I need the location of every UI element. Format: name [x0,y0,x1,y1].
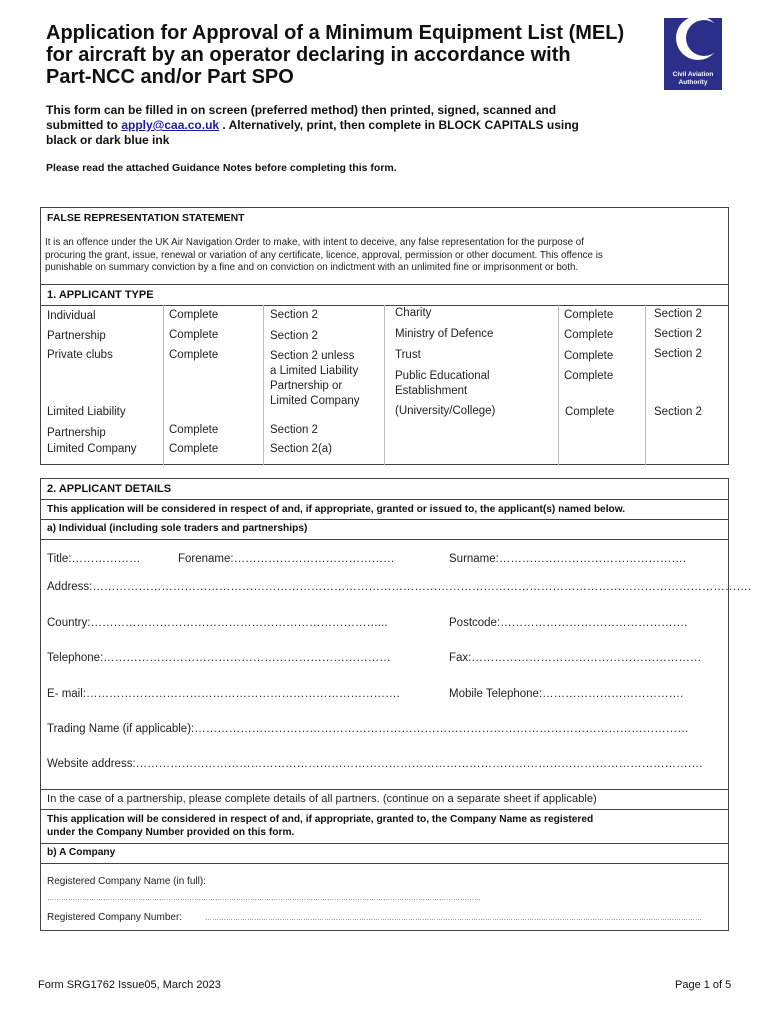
false-rep-text [45,237,603,275]
registered-company-name-field[interactable]: …………………………………………………………………………………………………………………………………………………………………… [47,895,481,902]
intro-line-2 [46,118,579,133]
intro-line-1: This form can be filled in on screen (preferred method) then printed, signed, scanned and [46,103,557,117]
s1-divider [645,305,646,465]
section-private-clubs-line: Limited Company [270,395,360,407]
type-charity: Charity [395,307,432,319]
address-field[interactable]: Address:………………………………………………………………………………………………………………………………………………………. [47,581,752,593]
apply-email-link[interactable]: apply@caa.co.uk [121,118,220,132]
row-divider [41,789,728,790]
row-divider [41,519,728,520]
section-private-clubs-line: Section 2 unless [270,350,355,362]
false-rep-line-2: procuring the grant, issue, renewal or variation of any certificate, licence, approval, permission or other document. This offence is [45,249,603,261]
action-llp: Complete [169,424,219,436]
action-mod: Complete [564,329,614,341]
company-consider-statement [47,813,593,839]
action-limited-company: Complete [169,443,219,455]
s1-divider [558,305,559,465]
website-field[interactable]: Website address:…………………………………………………………………………………………………………………………………. [47,758,703,770]
action-charity: Complete [564,309,614,321]
registered-company-number-label: Registered Company Number: [47,912,183,923]
section-1-heading: 1. APPLICANT TYPE [41,285,728,306]
action-university: Complete [565,406,615,418]
s1-divider [263,305,264,465]
trading-name-field[interactable]: Trading Name (if applicable):………………………………………………………………………………………………………………… [47,723,689,735]
row-divider [41,843,728,844]
section-university: Section 2 [654,406,702,418]
action-private-clubs: Complete [169,349,219,361]
row-divider [41,539,728,540]
section-mod: Section 2 [654,328,702,340]
section-charity: Section 2 [654,308,702,320]
type-public-educational-line: Public Educational [395,370,490,382]
telephone-field[interactable]: Telephone:………………………………………………………………… [47,652,391,664]
type-mod: Ministry of Defence [395,328,494,340]
title-line-2: for aircraft by an operator declaring in accordance with [46,44,571,66]
forename-field[interactable]: Forename:…………………………………… [178,553,395,565]
section-llp: Section 2 [270,424,318,436]
title-field[interactable]: Title:……………… [47,553,141,565]
type-llp [47,402,126,444]
action-partnership: Complete [169,329,219,341]
intro-line-3: black or dark blue ink [46,133,170,147]
guidance-note: Please read the attached Guidance Notes before completing this form. [46,162,397,174]
applicant-type-section [40,284,729,465]
action-individual: Complete [169,309,219,321]
page-title [46,22,658,88]
intro-line-2-start: submitted to [46,118,122,132]
logo-text-2: Authority [678,79,708,86]
type-llp-line: Limited Liability [47,406,126,418]
fax-field[interactable]: Fax:…………………………………………………… [449,652,702,664]
section-2-heading: 2. APPLICANT DETAILS [41,479,728,500]
row-divider [41,809,728,810]
surname-field[interactable]: Surname:…………………………………………. [449,553,687,565]
action-public-educational: Complete [564,370,614,382]
false-rep-line-1: It is an offence under the UK Air Navigation Order to make, with intent to deceive, any false representation for the purpose of [45,237,584,248]
row-divider [41,863,728,864]
postcode-field[interactable]: Postcode:…………………………………………. [449,617,688,629]
section-private-clubs-line: Partnership or [270,380,343,392]
type-university: (University/College) [395,405,496,417]
title-line-3: Part-NCC and/or Part SPO [46,66,294,88]
false-rep-line-3: punishable on summary conviction by a fine and on conviction on indictment with an unlimited fine or imprisonment or both. [45,262,579,273]
section-private-clubs-line: a Limited Liability [270,365,359,377]
section-limited-company: Section 2(a) [270,443,333,455]
form-id: Form SRG1762 Issue05, March 2023 [38,979,221,991]
partnership-note: In the case of a partnership, please complete details of all partners. (continue on a separate sheet if applicable) [47,793,597,805]
section-trust: Section 2 [654,348,702,360]
section-private-clubs [270,349,359,409]
type-trust: Trust [395,349,421,361]
mobile-field[interactable]: Mobile Telephone:………………………………. [449,688,684,700]
type-public-educational [395,369,490,399]
type-llp-line: Partnership [47,427,106,439]
type-individual: Individual [47,310,96,322]
type-limited-company: Limited Company [47,443,137,455]
s1-divider [384,305,385,465]
applicant-details-section [40,478,752,931]
section-partnership: Section 2 [270,330,318,342]
section-individual: Section 2 [270,309,318,321]
subsection-a-heading: a) Individual (including sole traders and partnerships) [47,523,308,534]
subsection-b-heading: b) A Company [47,847,116,858]
email-field[interactable]: E- mail:………………………………………………………………………. [47,688,400,700]
s1-divider [163,305,164,465]
consider-statement: This application will be considered in respect of and, if appropriate, granted or issued to, the applicant(s) named below. [47,504,626,515]
logo-text-1: Civil Aviation [672,71,714,78]
page-number: Page 1 of 5 [675,979,732,991]
company-consider-line-2: under the Company Number provided on this form. [47,827,295,838]
country-field[interactable]: Country:…………………………………………………………………... [47,617,388,629]
registered-company-name-label: Registered Company Name (in full): [47,876,206,887]
title-line-1: Application for Approval of a Minimum Equipment List (MEL) [46,22,625,44]
type-public-educational-line: Establishment [395,385,468,397]
false-representation-box [40,207,729,285]
registered-company-number-field[interactable]: …………………………………………………………………………………………………………………………………………………………………………………………… [205,915,702,922]
false-rep-heading: FALSE REPRESENTATION STATEMENT [47,212,245,224]
company-consider-line-1: This application will be considered in respect of and, if appropriate, granted to, the Company Name as registered [47,814,594,825]
action-trust: Complete [564,350,614,362]
type-partnership: Partnership [47,330,106,342]
caa-logo [664,18,722,90]
intro-line-2-end: . Alternatively, print, then complete in BLOCK CAPITALS using [219,118,579,132]
caa-logo-graphic [664,18,722,90]
type-private-clubs: Private clubs [47,349,113,361]
